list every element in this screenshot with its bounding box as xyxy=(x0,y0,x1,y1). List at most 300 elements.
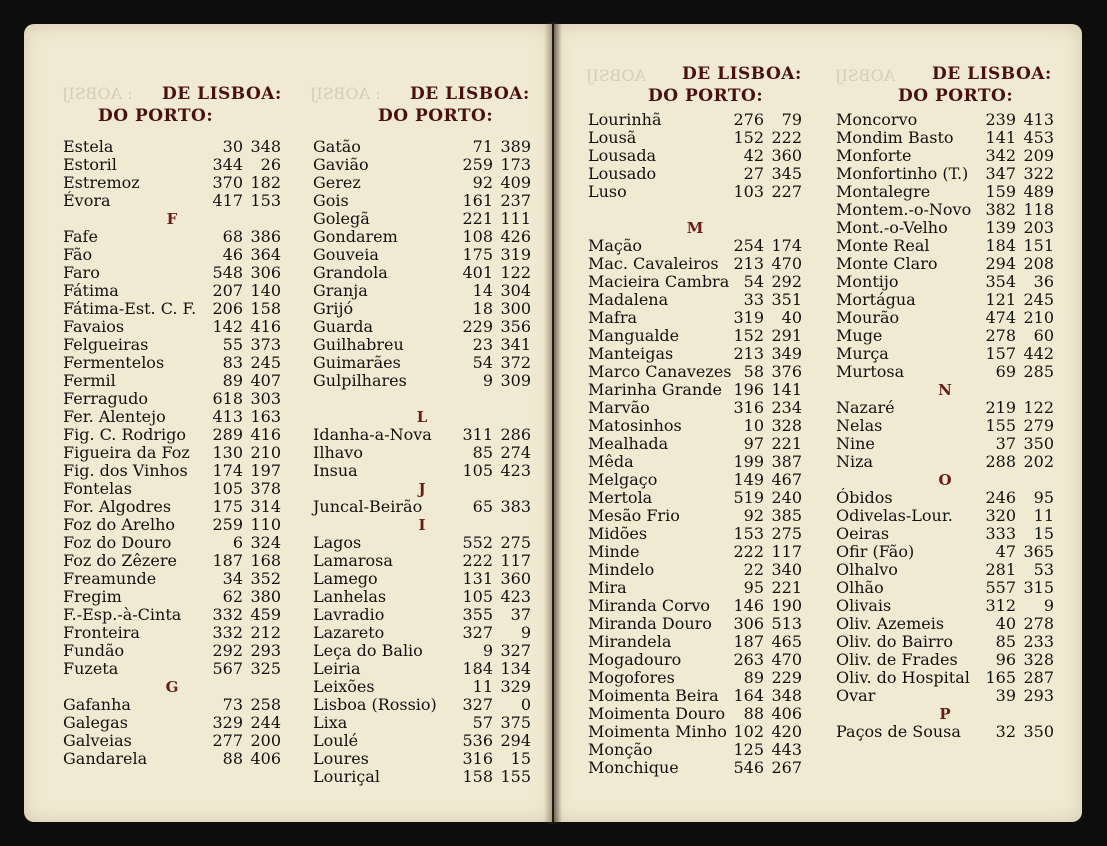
place-name: Grijó xyxy=(313,299,354,318)
distance-from-porto: 122 xyxy=(1023,398,1054,417)
place-name: Mortágua xyxy=(836,290,916,309)
table-row xyxy=(63,192,281,210)
distance-from-lisboa: 158 xyxy=(462,767,493,786)
place-name: Oeiras xyxy=(836,524,890,543)
distance-from-lisboa: 327 xyxy=(462,623,493,642)
bleed-through-text: : AOBSIJ xyxy=(310,84,381,103)
table-row xyxy=(63,606,281,624)
distance-from-lisboa: 259 xyxy=(212,515,243,534)
section-letter: G xyxy=(165,678,179,696)
table-row xyxy=(588,615,802,633)
table-row xyxy=(836,579,1054,597)
distance-from-lisboa: 105 xyxy=(462,587,493,606)
header-de-lisboa: DE LISBOA: xyxy=(162,84,282,104)
table-row xyxy=(588,255,802,273)
table-row xyxy=(588,309,802,327)
distance-from-porto: 470 xyxy=(771,254,802,273)
distance-from-porto: 319 xyxy=(500,245,531,264)
distance-from-lisboa: 294 xyxy=(985,254,1016,273)
distance-from-lisboa: 175 xyxy=(462,245,493,264)
place-name: Marco Canavezes xyxy=(588,362,732,381)
table-row xyxy=(63,336,281,354)
table-row xyxy=(836,507,1054,525)
distance-from-porto: 416 xyxy=(250,317,281,336)
table-row xyxy=(588,705,802,723)
distance-from-lisboa: 165 xyxy=(985,668,1016,687)
place-name: Gerez xyxy=(313,173,361,192)
distance-from-lisboa: 184 xyxy=(462,659,493,678)
distance-from-porto: 513 xyxy=(771,614,802,633)
distance-from-porto: 306 xyxy=(250,263,281,282)
distance-from-porto: 327 xyxy=(500,641,531,660)
place-name: Montijo xyxy=(836,272,899,291)
place-name: F.-Esp.-à-Cinta xyxy=(63,605,182,624)
table-row xyxy=(313,192,531,210)
table-row xyxy=(588,399,802,417)
distance-from-porto: 168 xyxy=(250,551,281,570)
distance-from-porto: 324 xyxy=(250,533,281,552)
table-row xyxy=(836,129,1054,147)
distance-from-porto: 443 xyxy=(771,740,802,759)
distance-from-lisboa: 142 xyxy=(212,317,243,336)
distance-column-4 xyxy=(836,111,1054,741)
table-row xyxy=(313,156,531,174)
distance-from-porto: 11 xyxy=(1033,506,1054,525)
place-name: Granja xyxy=(313,281,368,300)
place-name: Freamunde xyxy=(63,569,157,588)
place-name: Mogofores xyxy=(588,668,675,687)
place-name: Óbidos xyxy=(836,488,893,507)
place-name: Lamego xyxy=(313,569,378,588)
table-row xyxy=(63,246,281,264)
distance-from-lisboa: 342 xyxy=(985,146,1016,165)
distance-from-porto: 340 xyxy=(771,560,802,579)
distance-from-lisboa: 139 xyxy=(985,218,1016,237)
distance-from-porto: 372 xyxy=(500,353,531,372)
place-name: Ferragudo xyxy=(63,389,148,408)
table-row xyxy=(836,147,1054,165)
table-row xyxy=(588,525,802,543)
table-row xyxy=(63,300,281,318)
place-name: Mertola xyxy=(588,488,653,507)
place-name: Estela xyxy=(63,137,114,156)
place-name: Gondarem xyxy=(313,227,398,246)
place-name: Mêda xyxy=(588,452,634,471)
distance-from-lisboa: 288 xyxy=(985,452,1016,471)
distance-from-porto: 245 xyxy=(250,353,281,372)
distance-from-lisboa: 131 xyxy=(462,569,493,588)
distance-from-porto: 465 xyxy=(771,632,802,651)
distance-from-lisboa: 32 xyxy=(995,722,1016,741)
table-row xyxy=(836,237,1054,255)
place-name: Mondim Basto xyxy=(836,128,954,147)
distance-from-lisboa: 187 xyxy=(733,632,764,651)
distance-from-porto: 376 xyxy=(771,362,802,381)
place-name: Mealhada xyxy=(588,434,669,453)
place-name: Matosinhos xyxy=(588,416,682,435)
distance-from-porto: 118 xyxy=(1023,200,1054,219)
table-row xyxy=(313,444,531,462)
distance-from-porto: 291 xyxy=(771,326,802,345)
distance-from-lisboa: 281 xyxy=(985,560,1016,579)
distance-column-1 xyxy=(63,138,281,768)
table-row xyxy=(63,642,281,660)
distance-from-porto: 300 xyxy=(500,299,531,318)
table-row xyxy=(63,516,281,534)
table-row xyxy=(63,462,281,480)
distance-from-porto: 385 xyxy=(771,506,802,525)
place-name: Mogadouro xyxy=(588,650,682,669)
table-row xyxy=(836,669,1054,687)
table-row xyxy=(588,363,802,381)
table-row xyxy=(63,732,281,750)
table-row xyxy=(836,309,1054,327)
distance-from-lisboa: 30 xyxy=(222,137,243,156)
distance-from-lisboa: 121 xyxy=(985,290,1016,309)
distance-from-lisboa: 47 xyxy=(995,542,1016,561)
distance-from-lisboa: 153 xyxy=(733,524,764,543)
distance-from-porto: 234 xyxy=(771,398,802,417)
place-name: Montalegre xyxy=(836,182,931,201)
distance-from-porto: 267 xyxy=(771,758,802,777)
place-name: Lousado xyxy=(588,164,657,183)
distance-from-porto: 453 xyxy=(1023,128,1054,147)
table-row xyxy=(63,552,281,570)
table-row xyxy=(313,750,531,768)
distance-from-porto: 111 xyxy=(500,209,531,228)
table-row xyxy=(313,210,531,228)
table-row xyxy=(313,552,531,570)
distance-from-lisboa: 46 xyxy=(222,245,243,264)
distance-from-lisboa: 277 xyxy=(212,731,243,750)
distance-from-lisboa: 333 xyxy=(985,524,1016,543)
section-letter: J xyxy=(418,480,426,498)
distance-from-porto: 240 xyxy=(771,488,802,507)
table-row xyxy=(836,183,1054,201)
place-name: Madalena xyxy=(588,290,669,309)
distance-from-porto: 212 xyxy=(250,623,281,642)
distance-from-porto: 341 xyxy=(500,335,531,354)
table-row xyxy=(836,219,1054,237)
table-row xyxy=(313,354,531,372)
table-row xyxy=(313,174,531,192)
table-row xyxy=(313,660,531,678)
distance-from-lisboa: 354 xyxy=(985,272,1016,291)
distance-from-lisboa: 130 xyxy=(212,443,243,462)
distance-from-porto: 197 xyxy=(250,461,281,480)
distance-from-lisboa: 329 xyxy=(212,713,243,732)
table-row xyxy=(63,372,281,390)
distance-from-lisboa: 196 xyxy=(733,380,764,399)
table-row xyxy=(313,318,531,336)
table-row xyxy=(63,498,281,516)
table-row xyxy=(588,183,802,201)
distance-from-porto: 423 xyxy=(500,587,531,606)
distance-from-lisboa: 618 xyxy=(212,389,243,408)
distance-from-porto: 380 xyxy=(250,587,281,606)
distance-from-lisboa: 413 xyxy=(212,407,243,426)
table-row xyxy=(313,246,531,264)
place-name: Monfortinho (T.) xyxy=(836,164,969,183)
distance-from-lisboa: 332 xyxy=(212,605,243,624)
distance-from-lisboa: 65 xyxy=(472,497,493,516)
distance-from-lisboa: 39 xyxy=(995,686,1016,705)
place-name: Oliv. Azemeis xyxy=(836,614,945,633)
distance-from-porto: 325 xyxy=(250,659,281,678)
table-row xyxy=(313,426,531,444)
distance-from-porto: 416 xyxy=(250,425,281,444)
distance-from-lisboa: 11 xyxy=(472,677,493,696)
header-do-porto: DO PORTO: xyxy=(898,86,1014,106)
distance-from-porto: 406 xyxy=(771,704,802,723)
distance-from-lisboa: 6 xyxy=(232,533,243,552)
header-de-lisboa: DE LISBOA: xyxy=(682,64,802,84)
table-row xyxy=(63,156,281,174)
table-row xyxy=(588,165,802,183)
section-letter: N xyxy=(938,381,952,399)
table-row xyxy=(313,300,531,318)
place-name: Fer. Alentejo xyxy=(63,407,166,426)
distance-from-porto: 293 xyxy=(250,641,281,660)
table-row xyxy=(836,633,1054,651)
distance-from-porto: 141 xyxy=(771,380,802,399)
table-row xyxy=(836,597,1054,615)
place-name: Miranda Corvo xyxy=(588,596,711,615)
distance-from-porto: 117 xyxy=(771,542,802,561)
distance-from-lisboa: 125 xyxy=(733,740,764,759)
section-letter: F xyxy=(166,210,178,228)
distance-from-lisboa: 155 xyxy=(985,416,1016,435)
distance-from-porto: 275 xyxy=(771,524,802,543)
distance-from-porto: 37 xyxy=(510,605,531,624)
place-name: Lisboa (Rossio) xyxy=(313,695,437,714)
table-row xyxy=(313,498,531,516)
table-row xyxy=(313,282,531,300)
place-name: Fundão xyxy=(63,641,125,660)
section-letter: L xyxy=(416,408,428,426)
distance-from-lisboa: 557 xyxy=(985,578,1016,597)
place-name: Fontelas xyxy=(63,479,132,498)
distance-from-porto: 304 xyxy=(500,281,531,300)
distance-from-porto: 322 xyxy=(1023,164,1054,183)
distance-from-lisboa: 88 xyxy=(743,704,764,723)
distance-from-lisboa: 10 xyxy=(743,416,764,435)
distance-from-porto: 210 xyxy=(1023,308,1054,327)
distance-from-lisboa: 417 xyxy=(212,191,243,210)
distance-from-porto: 0 xyxy=(520,695,531,714)
table-row xyxy=(836,201,1054,219)
distance-from-porto: 360 xyxy=(771,146,802,165)
distance-from-porto: 286 xyxy=(500,425,531,444)
place-name: Juncal-Beirão xyxy=(313,497,423,516)
distance-from-porto: 274 xyxy=(500,443,531,462)
place-name: Figueira da Foz xyxy=(63,443,190,462)
place-name: Luso xyxy=(588,182,627,201)
distance-from-lisboa: 62 xyxy=(222,587,243,606)
distance-from-lisboa: 316 xyxy=(733,398,764,417)
distance-from-lisboa: 320 xyxy=(985,506,1016,525)
distance-from-lisboa: 289 xyxy=(212,425,243,444)
table-row xyxy=(836,489,1054,507)
table-row xyxy=(588,237,802,255)
distance-from-lisboa: 316 xyxy=(462,749,493,768)
place-name: Fermentelos xyxy=(63,353,165,372)
distance-from-porto: 293 xyxy=(1023,686,1054,705)
distance-from-lisboa: 221 xyxy=(462,209,493,228)
place-name: Moncorvo xyxy=(836,110,918,129)
table-row xyxy=(588,111,802,129)
distance-from-lisboa: 548 xyxy=(212,263,243,282)
distance-from-porto: 151 xyxy=(1023,236,1054,255)
place-name: Guarda xyxy=(313,317,374,336)
place-name: Fronteira xyxy=(63,623,140,642)
section-letter: I xyxy=(418,516,426,534)
table-row xyxy=(63,714,281,732)
place-name: Manteigas xyxy=(588,344,674,363)
place-name: Monção xyxy=(588,740,653,759)
distance-from-lisboa: 33 xyxy=(743,290,764,309)
distance-from-lisboa: 292 xyxy=(212,641,243,660)
distance-from-lisboa: 164 xyxy=(733,686,764,705)
distance-from-porto: 364 xyxy=(250,245,281,264)
place-name: Moimenta Beira xyxy=(588,686,719,705)
bleed-through-text: : AOBSIJ xyxy=(62,84,133,103)
distance-from-lisboa: 175 xyxy=(212,497,243,516)
place-name: Guilhabreu xyxy=(313,335,404,354)
table-row xyxy=(313,768,531,786)
distance-from-porto: 95 xyxy=(1033,488,1054,507)
distance-from-porto: 348 xyxy=(250,137,281,156)
place-name: Lourinhã xyxy=(588,110,662,129)
distance-from-lisboa: 105 xyxy=(462,461,493,480)
distance-from-porto: 26 xyxy=(260,155,281,174)
distance-from-porto: 9 xyxy=(1043,596,1054,615)
place-name: Lavradio xyxy=(313,605,385,624)
distance-from-lisboa: 312 xyxy=(985,596,1016,615)
place-name: Melgaço xyxy=(588,470,658,489)
distance-from-lisboa: 96 xyxy=(995,650,1016,669)
table-row xyxy=(588,597,802,615)
distance-from-lisboa: 519 xyxy=(733,488,764,507)
distance-from-lisboa: 278 xyxy=(985,326,1016,345)
distance-from-porto: 373 xyxy=(250,335,281,354)
table-row xyxy=(63,408,281,426)
place-name: Monchique xyxy=(588,758,679,777)
distance-from-lisboa: 567 xyxy=(212,659,243,678)
place-name: Mesão Frio xyxy=(588,506,680,525)
table-row xyxy=(836,615,1054,633)
table-row xyxy=(836,561,1054,579)
distance-from-lisboa: 57 xyxy=(472,713,493,732)
table-row xyxy=(836,111,1054,129)
place-name: Olhalvo xyxy=(836,560,898,579)
place-name: Leixões xyxy=(313,677,375,696)
place-name: Gouveia xyxy=(313,245,379,264)
distance-from-porto: 174 xyxy=(771,236,802,255)
distance-from-lisboa: 213 xyxy=(733,254,764,273)
place-name: Lagos xyxy=(313,533,362,552)
distance-from-lisboa: 319 xyxy=(733,308,764,327)
table-row xyxy=(313,588,531,606)
place-name: Moimenta Minho xyxy=(588,722,727,741)
distance-from-lisboa: 22 xyxy=(743,560,764,579)
distance-from-porto: 406 xyxy=(250,749,281,768)
table-row xyxy=(313,606,531,624)
place-name: Loulé xyxy=(313,731,359,750)
distance-from-porto: 122 xyxy=(500,263,531,282)
table-row xyxy=(313,696,531,714)
place-name: Fig. C. Rodrigo xyxy=(63,425,187,444)
distance-from-lisboa: 219 xyxy=(985,398,1016,417)
place-name: Fátima xyxy=(63,281,119,300)
place-name: Estremoz xyxy=(63,173,140,192)
distance-from-lisboa: 327 xyxy=(462,695,493,714)
table-row xyxy=(588,129,802,147)
place-name: Fão xyxy=(63,245,93,264)
place-name: Oliv. do Bairro xyxy=(836,632,953,651)
table-row xyxy=(588,633,802,651)
distance-from-porto: 158 xyxy=(250,299,281,318)
distance-from-lisboa: 159 xyxy=(985,182,1016,201)
distance-from-lisboa: 474 xyxy=(985,308,1016,327)
distance-from-lisboa: 276 xyxy=(733,110,764,129)
distance-from-porto: 117 xyxy=(500,551,531,570)
place-name: Mourão xyxy=(836,308,900,327)
distance-from-porto: 237 xyxy=(500,191,531,210)
distance-from-porto: 389 xyxy=(500,137,531,156)
distance-from-lisboa: 89 xyxy=(743,668,764,687)
table-row xyxy=(588,651,802,669)
distance-from-porto: 79 xyxy=(781,110,802,129)
table-row xyxy=(313,138,531,156)
place-name: Foz do Zêzere xyxy=(63,551,177,570)
distance-from-lisboa: 103 xyxy=(733,182,764,201)
table-row xyxy=(836,651,1054,669)
distance-from-porto: 285 xyxy=(1023,362,1054,381)
distance-from-porto: 210 xyxy=(250,443,281,462)
table-row xyxy=(313,624,531,642)
place-name: Mangualde xyxy=(588,326,680,345)
table-row xyxy=(588,147,802,165)
distance-from-porto: 202 xyxy=(1023,452,1054,471)
place-name: Oliv. de Frades xyxy=(836,650,958,669)
place-name: Gandarela xyxy=(63,749,148,768)
distance-from-porto: 350 xyxy=(1023,434,1054,453)
place-name: Gulpilhares xyxy=(313,371,407,390)
header-de-lisboa: DE LISBOA: xyxy=(932,64,1052,84)
distance-from-porto: 221 xyxy=(771,434,802,453)
place-name: Lamarosa xyxy=(313,551,393,570)
table-row xyxy=(63,318,281,336)
table-row xyxy=(588,291,802,309)
place-name: Olivais xyxy=(836,596,892,615)
table-row xyxy=(588,417,802,435)
place-name: Fátima-Est. C. F. xyxy=(63,299,197,318)
distance-from-porto: 36 xyxy=(1033,272,1054,291)
place-name: Gavião xyxy=(313,155,369,174)
table-row xyxy=(588,381,802,399)
distance-from-porto: 349 xyxy=(771,344,802,363)
header-do-porto: DO PORTO: xyxy=(98,106,214,126)
table-row xyxy=(836,417,1054,435)
place-name: Lousada xyxy=(588,146,657,165)
place-name: Odivelas-Lour. xyxy=(836,506,953,525)
table-row xyxy=(588,345,802,363)
distance-from-lisboa: 108 xyxy=(462,227,493,246)
distance-from-porto: 345 xyxy=(771,164,802,183)
place-name: Monte Claro xyxy=(836,254,938,273)
place-name: Murça xyxy=(836,344,889,363)
